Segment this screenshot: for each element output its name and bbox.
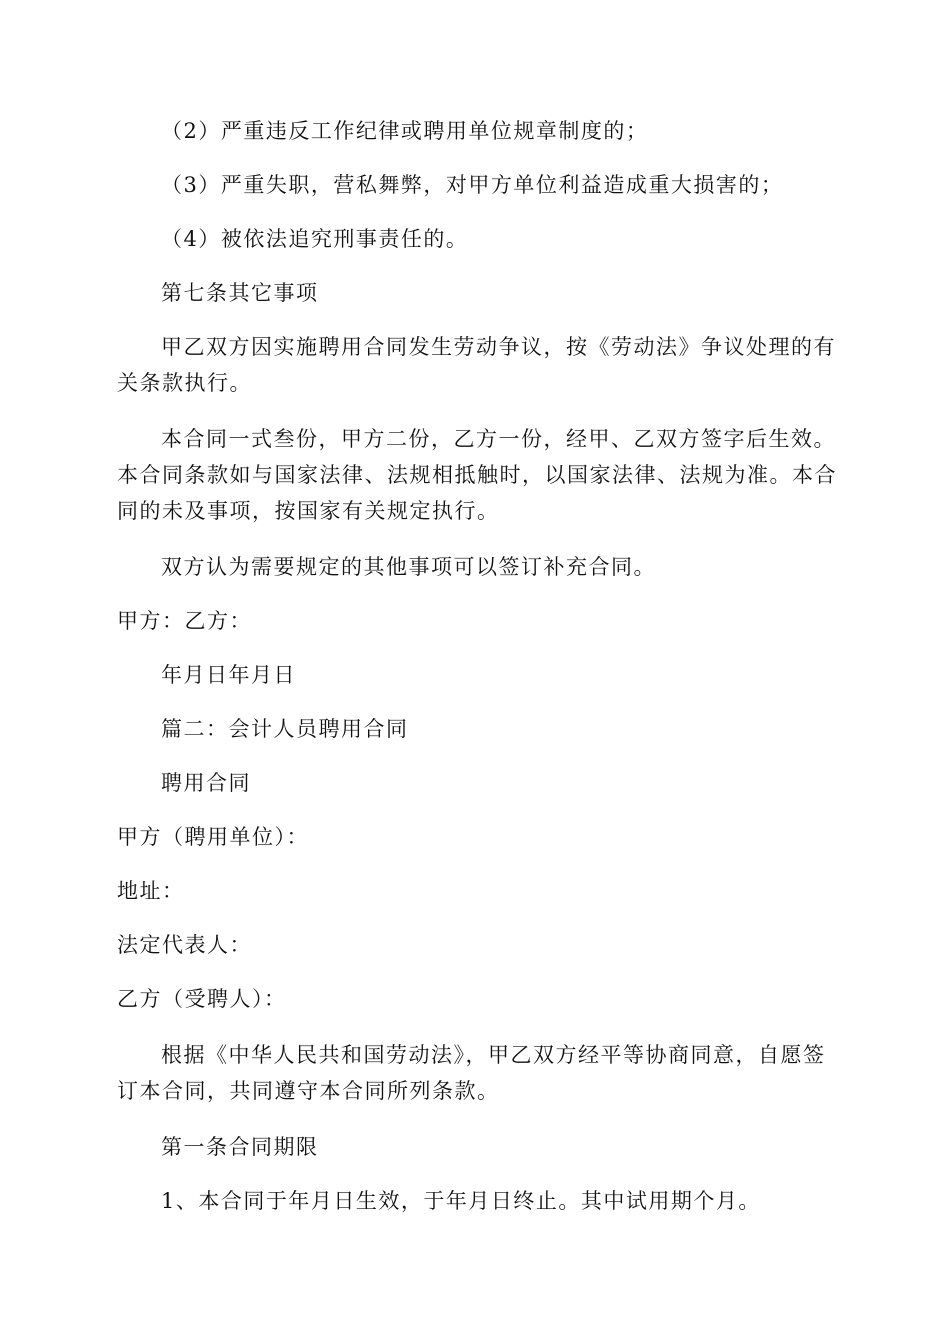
supplement-paragraph: 双方认为需要规定的其他事项可以签订补充合同。 bbox=[161, 555, 656, 579]
address-field: 地址： bbox=[117, 879, 185, 903]
contract-title: 聘用合同 bbox=[161, 771, 251, 795]
article-7-heading: 第七条其它事项 bbox=[161, 281, 319, 305]
preamble-line-2: 订本合同，共同遵守本合同所列条款。 bbox=[117, 1079, 500, 1103]
clause-item-4: （4）被依法追究刑事责任的。 bbox=[161, 227, 469, 251]
dispute-paragraph-line-2: 关条款执行。 bbox=[117, 371, 252, 395]
copies-paragraph-line-3: 同的未及事项，按国家有关规定执行。 bbox=[117, 499, 500, 523]
copies-paragraph-line-2: 本合同条款如与国家法律、法规相抵触时，以国家法律、法规为准。本合 bbox=[117, 463, 837, 487]
section-2-title: 篇二：会计人员聘用合同 bbox=[161, 717, 409, 741]
legal-representative-field: 法定代表人： bbox=[117, 933, 252, 957]
signature-parties: 甲方：乙方： bbox=[117, 609, 252, 633]
article-1-heading: 第一条合同期限 bbox=[161, 1135, 319, 1159]
party-b-field: 乙方（受聘人）： bbox=[117, 987, 287, 1011]
clause-item-3: （3）严重失职，营私舞弊，对甲方单位利益造成重大损害的； bbox=[161, 173, 784, 197]
dispute-paragraph-line-1: 甲乙双方因实施聘用合同发生劳动争议，按《劳动法》争议处理的有 bbox=[161, 335, 836, 359]
copies-paragraph-line-1: 本合同一式叁份，甲方二份，乙方一份，经甲、乙双方签字后生效。 bbox=[161, 427, 836, 451]
preamble-line-1: 根据《中华人民共和国劳动法》，甲乙双方经平等协商同意，自愿签 bbox=[161, 1043, 826, 1067]
party-a-field: 甲方（聘用单位）： bbox=[117, 825, 309, 849]
term-clause: 1、本合同于年月日生效，于年月日终止。其中试用期个月。 bbox=[161, 1189, 761, 1213]
clause-item-2: （2）严重违反工作纪律或聘用单位规章制度的； bbox=[161, 119, 649, 143]
signature-dates: 年月日年月日 bbox=[161, 663, 296, 687]
